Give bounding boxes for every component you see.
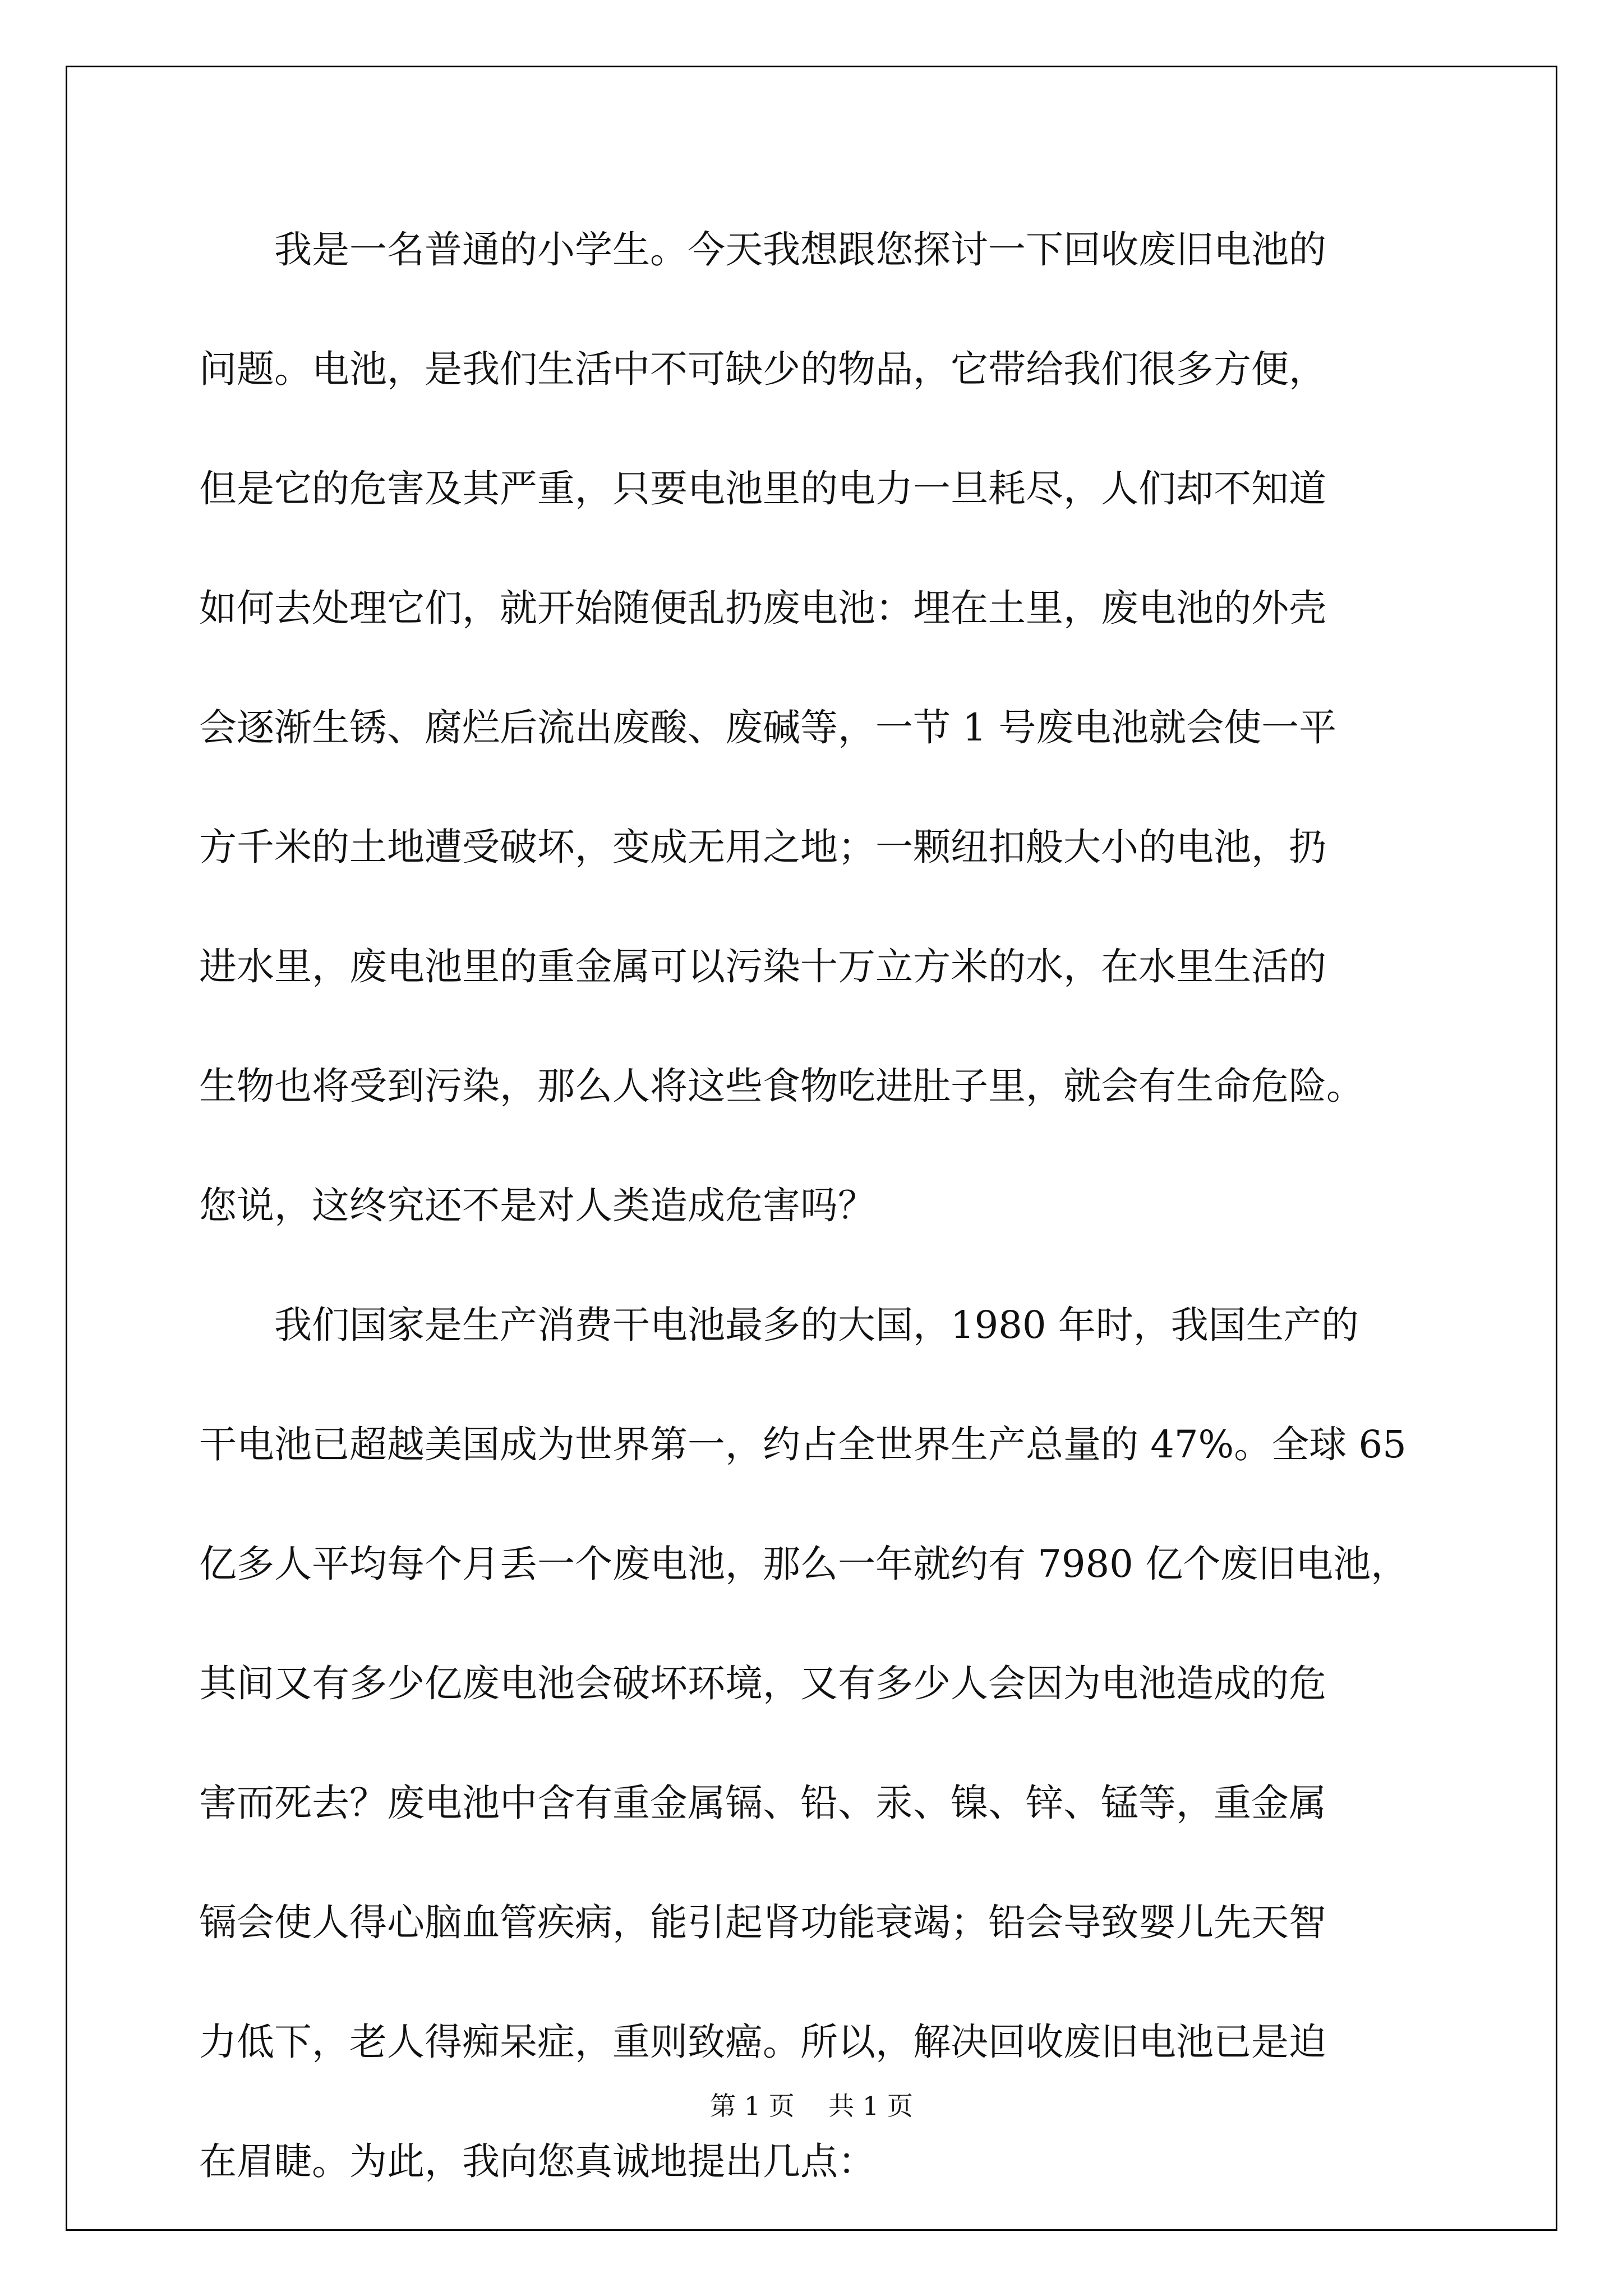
- text-line: 进水里，废电池里的重金属可以污染十万立方米的水，在水里生活的: [199, 945, 1326, 988]
- text-line: 我们国家是生产消费干电池最多的大国，1980 年时，我国生产的: [199, 1303, 1359, 1347]
- text-line: 我是一名普通的小学生。今天我想跟您探讨一下回收废旧电池的: [199, 228, 1326, 272]
- page-footer: 第 1 页 共 1 页: [710, 2091, 913, 2121]
- text-line: 会逐渐生锈、腐烂后流出废酸、废碱等，一节 1 号废电池就会使一平: [199, 706, 1337, 749]
- text-line: 生物也将受到污染，那么人将这些食物吃进肚子里，就会有生命危险。: [199, 1064, 1364, 1108]
- text-line: 在眉睫。为此，我向您真诚地提出几点：: [199, 2139, 875, 2183]
- text-line: 亿多人平均每个月丢一个废电池，那么一年就约有 7980 亿个废旧电池，: [199, 1542, 1409, 1586]
- text-line: 力低下，老人得痴呆症，重则致癌。所以，解决回收废旧电池已是迫: [199, 2020, 1326, 2064]
- text-line: 方千米的土地遭受破坏，变成无用之地；一颗纽扣般大小的电池，扔: [199, 825, 1326, 869]
- text-line: 问题。电池，是我们生活中不可缺少的物品，它带给我们很多方便，: [199, 347, 1326, 391]
- text-line: 但是它的危害及其严重，只要电池里的电力一旦耗尽，人们却不知道: [199, 467, 1326, 510]
- document-body: [199, 210, 1438, 2242]
- text-line: 害而死去？废电池中含有重金属镉、铅、汞、镍、锌、锰等，重金属: [199, 1781, 1326, 1825]
- text-line: 您说，这终究还不是对人类造成危害吗？: [199, 1184, 875, 1227]
- text-line: 其间又有多少亿废电池会破坏环境，又有多少人会因为电池造成的危: [199, 1662, 1326, 1705]
- text-line: 干电池已超越美国成为世界第一，约占全世界生产总量的 47%。全球 65: [199, 1423, 1407, 1466]
- text-line: 如何去处理它们，就开始随便乱扔废电池：埋在土里，废电池的外壳: [199, 586, 1326, 630]
- text-line: 镉会使人得心脑血管疾病，能引起肾功能衰竭；铅会导致婴儿先天智: [199, 1901, 1326, 1944]
